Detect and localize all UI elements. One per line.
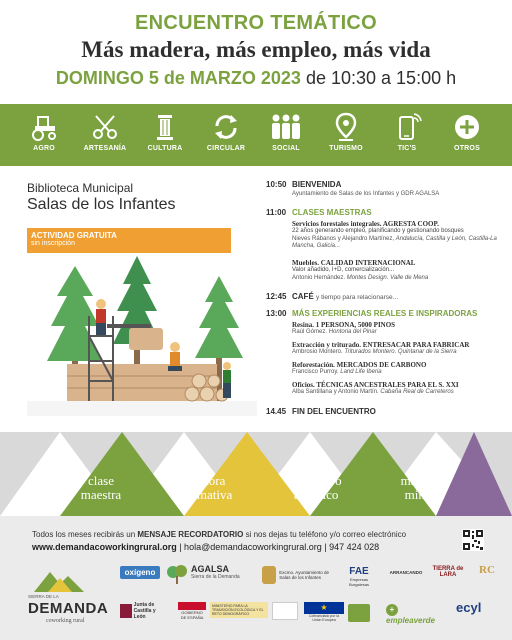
item-desc: Valor añadido, I+D, comercialización... (292, 267, 395, 273)
title: CAFÉ y tiempo para relacionarse... (292, 292, 399, 301)
experience-item (292, 381, 502, 397)
class-item (292, 259, 502, 282)
item-author: Francisco Purroy. Land Life Iberia (292, 369, 382, 375)
ministerio-logo: MINISTERIO PARA LA TRANSICIÓN ECOLÓGICA Y EL RETO DEMOGRÁFICO (210, 602, 268, 618)
rc-logo: RC (479, 564, 495, 576)
oxigeno-logo: oxígeno (120, 566, 160, 579)
category-band (0, 104, 512, 166)
ministerio-2-logo (272, 602, 298, 620)
experience-item (292, 361, 502, 377)
description: Ayuntamiento de Salas de los Infantes y GDR AGALSA (292, 191, 440, 197)
experience-item (292, 321, 502, 337)
agalsa-logo: AGALSA Sierra de la Demanda (166, 564, 244, 584)
class-item (292, 220, 502, 251)
arrancando-logo: ARRANCANDO (389, 570, 423, 575)
item-title: Servicios forestales integrales. AGRESTA COOP. (292, 220, 439, 228)
free-activity-badge (27, 228, 231, 253)
item-title: Resina. 1 PERSONA, 5000 PINOS (292, 321, 396, 329)
venue-name: Biblioteca Municipal (27, 181, 134, 195)
reminder-text: Todos los meses recibirás un MENSAJE RECORDATORIO si nos dejas tu teléfono y/o correo electrónico (32, 530, 407, 539)
header (0, 0, 512, 104)
category-label: CULTURA (147, 145, 183, 152)
item-author: Raúl Gómez. Hontoria del Pinar (292, 329, 377, 335)
jcyl-shield-icon (120, 604, 132, 618)
eu-logo: ★ Cofinanciado por la Unión Europea (304, 602, 344, 622)
recycle-icon (211, 112, 241, 142)
event-date: DOMINGO 5 de MARZO 2023 (55, 68, 301, 88)
demanda-top: SIERRA DE LA (28, 594, 59, 599)
format-clase-maestra: clase maestra (80, 473, 122, 502)
title: MÁS EXPERIENCIAS REALES E INSPIRADORAS (292, 309, 478, 318)
badge-subtitle: sin inscripción (31, 240, 75, 247)
category-otros (437, 112, 497, 152)
fae-logo: FAE Empresas Burgalesas (348, 566, 369, 587)
format-encuentro-tematico: encuentro temático (290, 473, 342, 502)
time: 13:00 (266, 309, 287, 318)
category-tics (377, 112, 437, 152)
category-label: ARTESANÍA (83, 145, 127, 152)
item-author: Ambrosio Montero. Triturados Montero. Quintanar de la Sierra (292, 349, 457, 355)
category-label: CIRCULAR (206, 145, 246, 152)
event-type: ENCUENTRO TEMÁTICO (134, 12, 378, 34)
mountain-logo-icon (34, 566, 84, 594)
category-turismo (316, 112, 376, 152)
category-label: OTROS (454, 145, 480, 152)
event-time: de 10:30 a 15:00 h (305, 68, 457, 88)
category-circular (196, 112, 256, 152)
tree-center (113, 256, 161, 374)
category-label: AGRO (33, 145, 55, 152)
category-label: TIC'S (397, 145, 417, 152)
item-title: Extracción y triturado. ENTRESACAR PARA FABRICAR (292, 341, 470, 349)
experience-item (292, 341, 502, 357)
format-pildora-formativa: píldora formativa (181, 473, 233, 502)
category-agro (14, 112, 74, 152)
category-social (256, 112, 316, 152)
item-title: Oficios. TÉCNICAS ANCESTRALES PARA EL S. XXI (292, 381, 459, 389)
phone-icon (392, 112, 422, 142)
title: CLASES MAESTRAS (292, 208, 372, 217)
people-icon (269, 112, 303, 142)
qr-code-icon[interactable] (462, 529, 484, 551)
time: 11:00 (266, 208, 287, 217)
plus-icon (452, 112, 482, 142)
website-link[interactable]: www.demandacoworkingrural.org (32, 542, 177, 552)
format-master-mind: master mind (400, 473, 436, 502)
contact-details[interactable]: | hola@demandacoworkingrural.org | 947 424 028 (179, 542, 380, 552)
forestry-illustration (27, 256, 257, 416)
ayuntamiento-logo: Excmo. Ayuntamiento de Salas de los Infantes (262, 566, 342, 584)
item-desc: 22 años generando empleo, planificando y gestionando bosques (292, 228, 464, 234)
gobierno-logo: GOBIERNO DE ESPAÑA (178, 602, 206, 620)
demanda-logo (28, 564, 108, 628)
column-icon (150, 112, 180, 142)
empleaverde-logo: + empleaverde (386, 605, 435, 625)
demanda-name: DEMANDA (28, 600, 109, 617)
venue-town: Salas de los Infantes (27, 196, 176, 213)
contact-line (32, 542, 379, 552)
time: 14.45 (266, 407, 287, 416)
category-label: TURISMO (329, 145, 363, 152)
title: BIENVENIDA (292, 180, 342, 189)
category-label: SOCIAL (272, 145, 300, 152)
location-pin-icon (331, 112, 361, 142)
time: 10:50 (266, 180, 287, 189)
tree-logo-icon (166, 564, 188, 584)
time: 12:45 (266, 292, 287, 301)
event-title: Más madera, más empleo, más vida (81, 37, 431, 62)
tractor-icon (29, 112, 59, 142)
coat-of-arms-icon (262, 566, 276, 584)
title: FIN DEL ENCUENTRO (292, 407, 376, 416)
event-datetime (0, 68, 512, 89)
item-author: Antonio Hernández. Montes Design. Valle de Mena (292, 274, 429, 281)
category-cultura (135, 112, 195, 152)
ecyl-logo: ecyl (456, 600, 482, 615)
item-title: Reforestación. MERCADOS DE CARBONO (292, 361, 427, 369)
jcyl-logo: Junta de Castilla y León (120, 602, 170, 620)
item-title: Muebles. CALIDAD INTERNACIONAL (292, 259, 416, 267)
demanda-sub: coworking rural (46, 618, 85, 624)
leader-logo (348, 604, 370, 622)
category-artesania (75, 112, 135, 152)
scissors-icon (90, 112, 120, 142)
item-author: Nieves Rábanos y Alejandro Martínez, Andalucía, Castilla y León, Castilla-La Mancha, Galicia... (292, 235, 497, 249)
item-author: Alba Santillana y Antonio Martín. Cabaña Real de Carreteros (292, 389, 454, 395)
tierra-de-lara-logo: TIERRA de LARA (432, 566, 464, 578)
badge-title: ACTIVIDAD GRATUITA (31, 231, 117, 240)
